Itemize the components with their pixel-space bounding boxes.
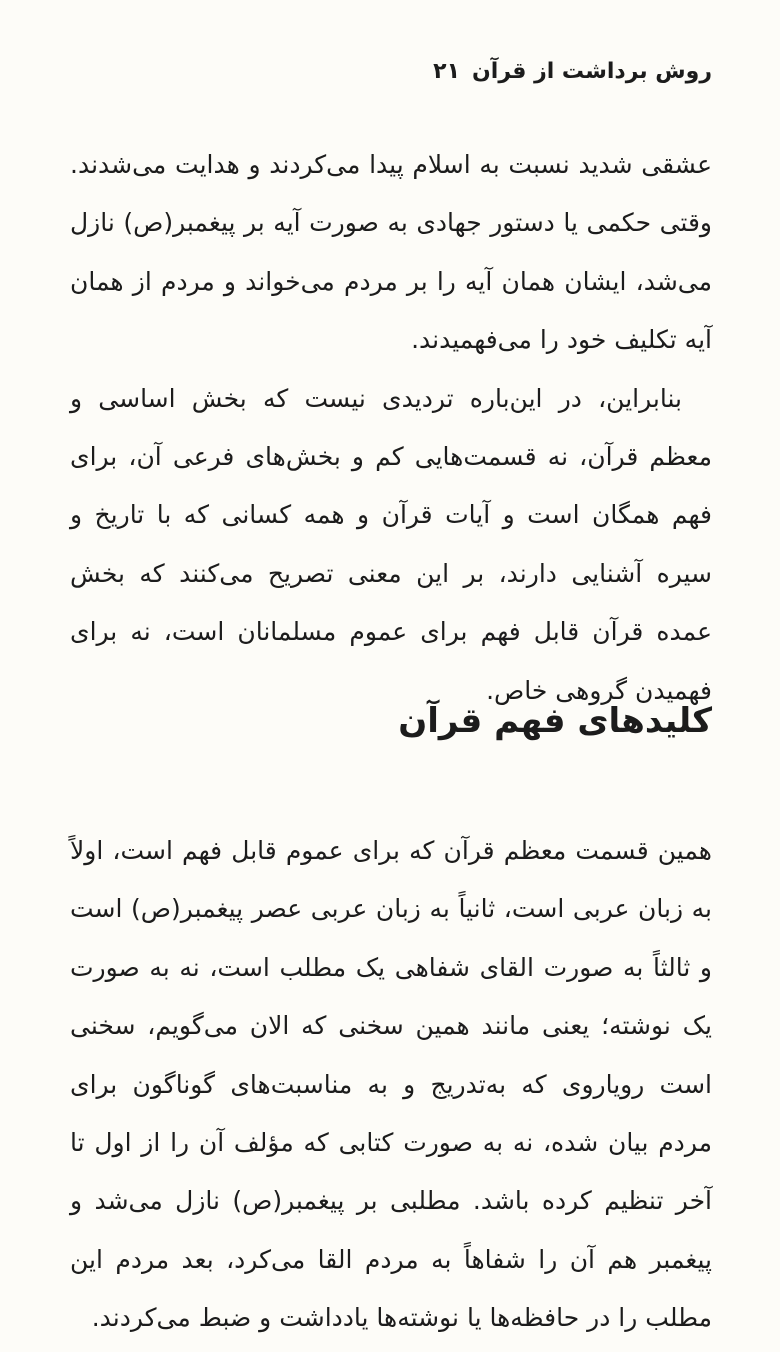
section-heading: کلیدهای فهم قرآن [398, 701, 712, 741]
running-title: روش برداشت از قرآن [472, 59, 712, 84]
paragraph: عشقی شدید نسبت به اسلام پیدا می‌کردند و هدایت می‌شدند. وقتی حکمی یا دستور جهادی به صورت آیه بر پیغمبر(ص) نازل می‌شد، ایشان همان آیه را بر مردم می‌خواند و مردم از همان آیه تکلیف خود را می‌فهمیدند. [70, 150, 712, 355]
paragraph: همین قسمت معظم قرآن که برای عموم قابل فهم است، اولاً به زبان عربی است، ثانیاً به زبان عربی عصر پیغمبر(ص) است و ثالثاً به صورت القای شفاهی یک مطلب است، نه به صورت یک نوشته؛ یعنی مانند همین سخنی که الان می‌گویم، سخنی است رویاروی که به‌تدریج و به مناسبت‌های گوناگون برای مردم بیان شده، نه به صورت کتابی که مؤلف آن را از اول تا آخر تنظیم کرده باشد. مطلبی بر پیغمبر(ص) نازل می‌شد و پیغمبر هم آن را شفاهاً به مردم القا می‌کرد، بعد مردم این مطلب را در حافظه‌ها یا نوشته‌ها یادداشت و ضبط می‌کردند. [70, 836, 712, 1333]
running-header [0, 52, 780, 92]
body-text-top [70, 136, 712, 720]
page-number: ۲۱ [433, 59, 460, 84]
paragraph: بنابراین، در این‌باره تردیدی نیست که بخش اساسی و معظم قرآن، نه قسمت‌هایی کم و بخش‌های فرعی آن، برای فهم همگان است و آیات قرآن و همه کسانی که با تاریخ و سیره آشنایی دارند، بر این معنی تصریح می‌کنند که بخش عمده قرآن قابل فهم برای عموم مسلمانان است، نه برای فهمیدن گروهی خاص. [70, 383, 712, 705]
body-text-section [70, 822, 712, 1348]
